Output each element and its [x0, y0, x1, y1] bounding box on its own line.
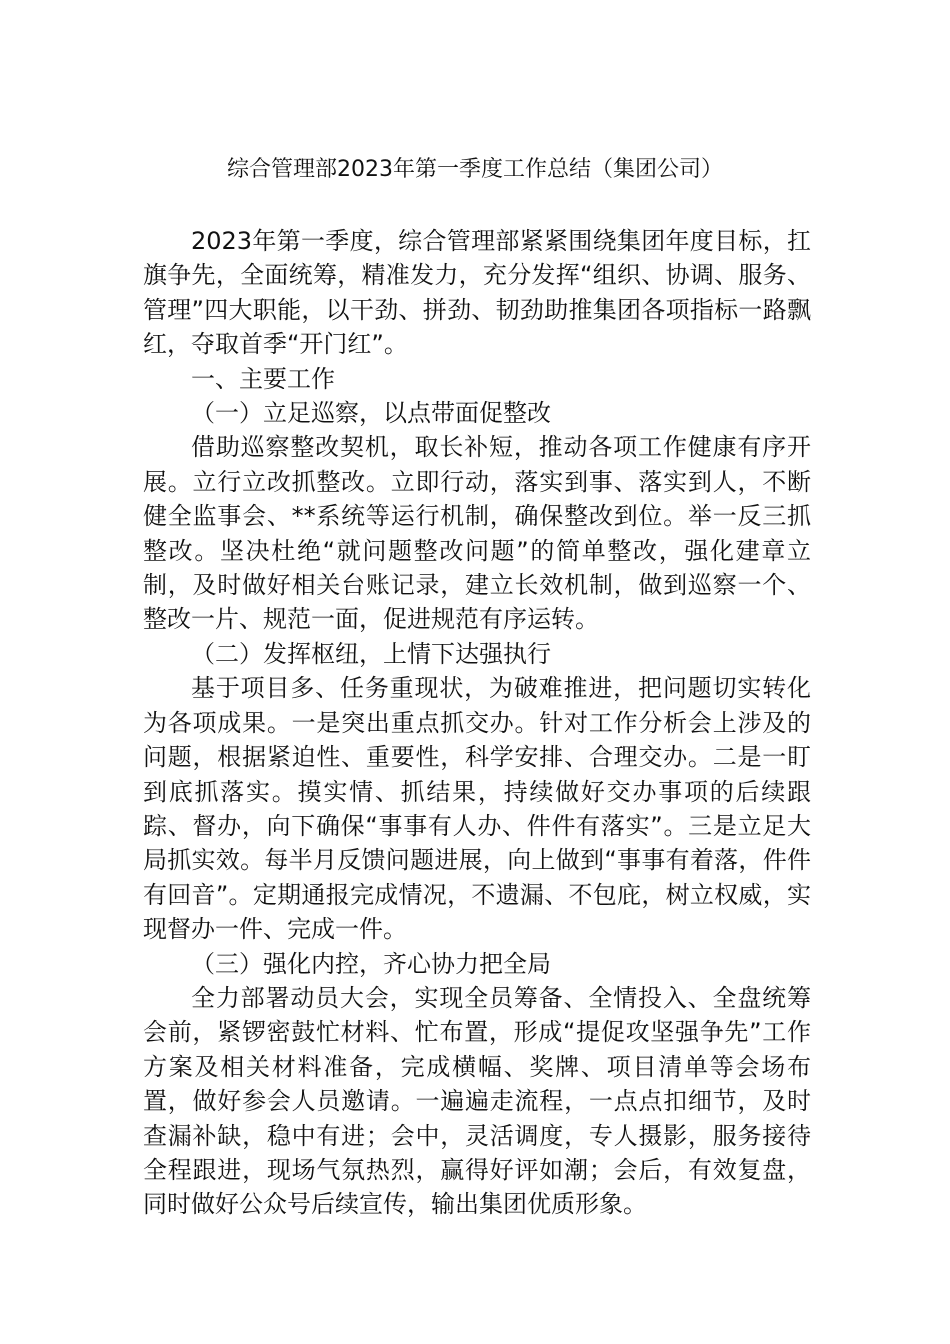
- subsection-heading-1: （一）立足巡察，以点带面促整改: [191, 399, 551, 428]
- subsection-heading-3: （三）强化内控，齐心协力把全局: [191, 949, 551, 978]
- subsection-paragraph-1: 借助巡察整改契机，取长补短，推动各项工作健康有序开展。立行立改抓整改。立即行动，落实到事、落实到人，不断健全监事会、**系统等运行机制，确保整改到位。举一反三抓整改。坚决杜绝“就问题整改问题”的简单整改，强化建章立制，及时做好相关台账记录，建立长效机制，做到巡察一个、整改一片、规范一面，促进规范有序运转。: [143, 433, 811, 634]
- subsection-heading-2: （二）发挥枢纽，上情下达强执行: [191, 639, 551, 668]
- subsection-paragraph-3: 全力部署动员大会，实现全员筹备、全情投入、全盘统筹会前，紧锣密鼓忙材料、忙布置，形成“提促攻坚强争先”工作方案及相关材料准备，完成横幅、奖牌、项目清单等会场布置，做好参会人员邀请。一遍遍走流程，一点点扣细节，及时查漏补缺，稳中有进；会中，灵活调度，专人摄影，服务接待全程跟进，现场气氛热烈，赢得好评如潮；会后，有效复盘，同时做好公众号后续宣传，输出集团优质形象。: [143, 983, 811, 1219]
- section-heading-main-work: 一、主要工作: [191, 364, 335, 393]
- subsection-paragraph-2: 基于项目多、任务重现状，为破难推进，把问题切实转化为各项成果。一是突出重点抓交办。针对工作分析会上涉及的问题，根据紧迫性、重要性，科学安排、合理交办。二是一盯到底抓落实。摸实情、抓结果，持续做好交办事项的后续跟踪、督办，向下确保“事事有人办、件件有落实”。三是立足大局抓实效。每半月反馈问题进展，向上做到“事事有着落，件件有回音”。定期通报完成情况，不遗漏、不包庇，树立权威，实现督办一件、完成一件。: [143, 674, 811, 944]
- intro-paragraph: 2023年第一季度，综合管理部紧紧围绕集团年度目标，扛旗争先，全面统筹，精准发力，充分发挥“组织、协调、服务、管理”四大职能，以干劲、拼劲、韧劲助推集团各项指标一路飘红，夺取首季“开门红”。: [143, 227, 811, 359]
- document-title: 综合管理部2023年第一季度工作总结（集团公司）: [227, 157, 723, 182]
- document-body: [143, 224, 811, 1222]
